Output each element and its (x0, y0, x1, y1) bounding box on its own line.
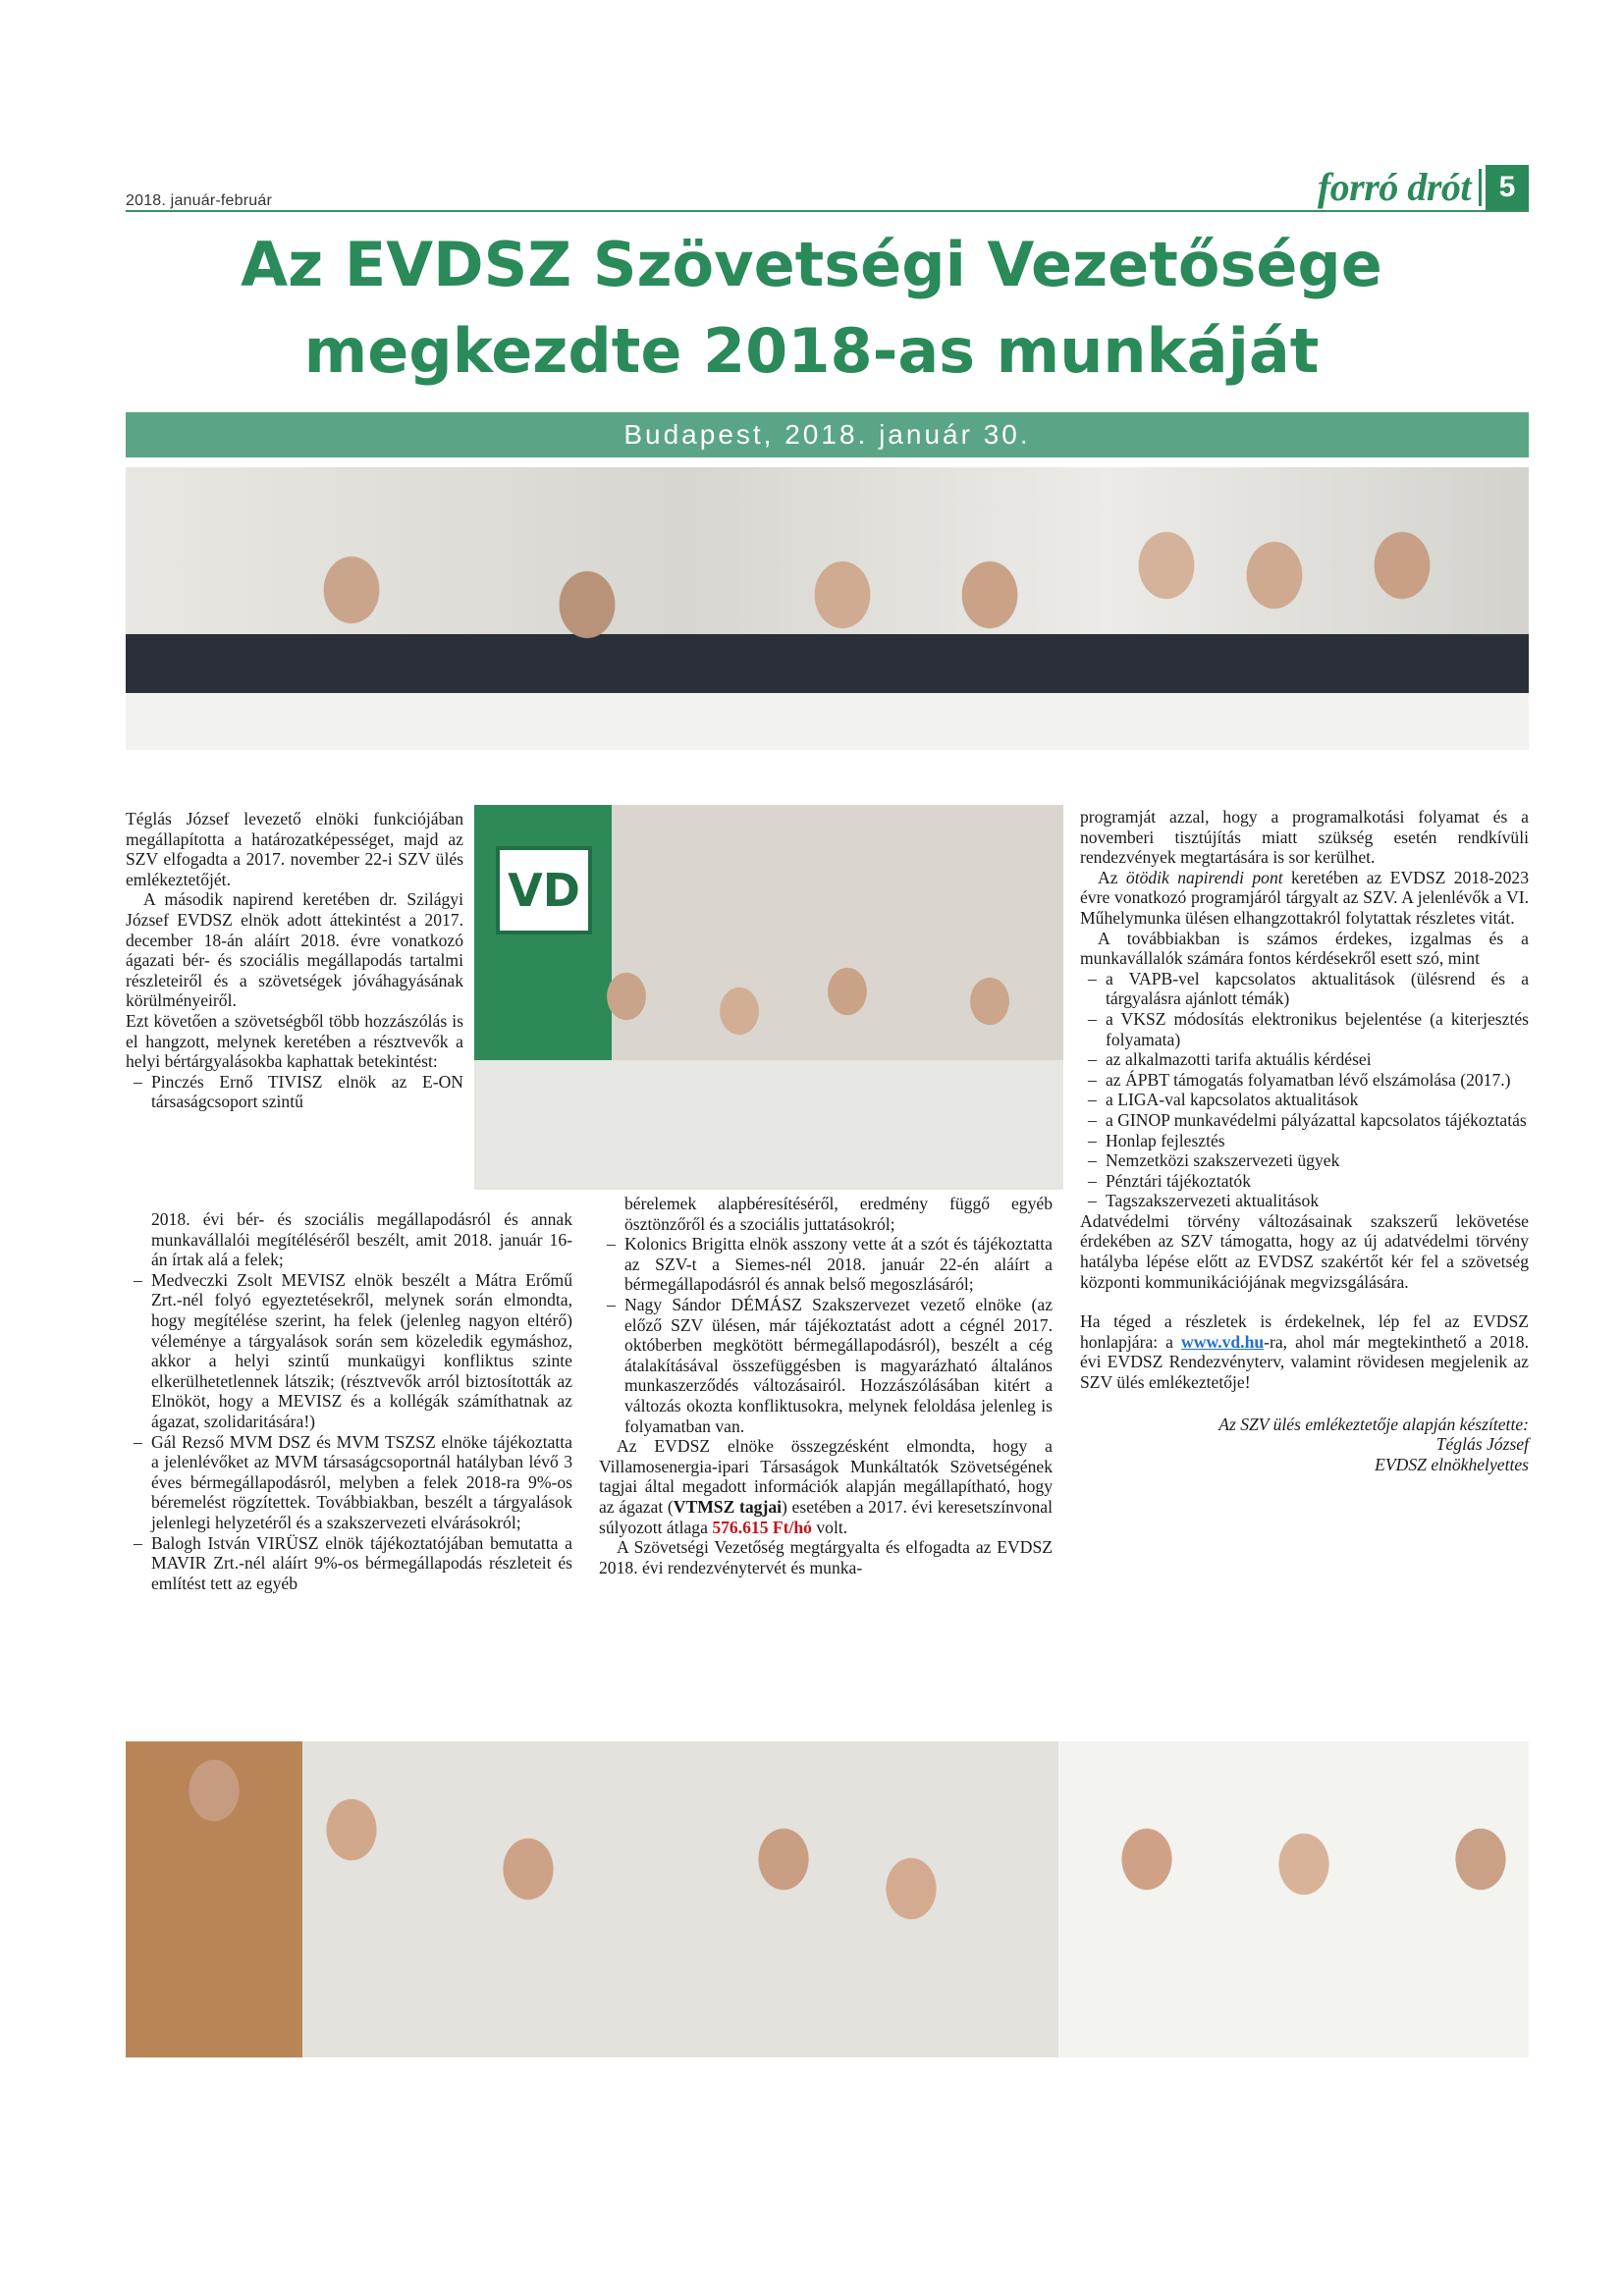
meeting-photo-middle (474, 805, 1063, 1190)
website-paragraph (1080, 1311, 1529, 1392)
list-item: – Pinczés Ernő TIVISZ elnök az E-ON társaságcsoport szintű (126, 1072, 463, 1112)
text: Az (1098, 867, 1126, 887)
paragraph: A második napirend keretében dr. Szilágyi József EVDSZ elnök adott áttekintést a 2017. december 18-án aláírt 2018. évre vonatkozó ágazati bér- és szociális megállapodás tartalmi részleteiről és a szövetségek jóváhagyásának körülményeiről. (126, 889, 463, 1011)
list-item-continued: bérelemek alapbéresítéséről, eredmény függő egyéb ösztönzőről és a szociális juttatásokról; (624, 1194, 1053, 1234)
column-2 (599, 1194, 1053, 1577)
paragraph: A Szövetségi Vezetőség megtárgyalta és elfogadta az EVDSZ 2018. évi rendezvénytervét és munka- (599, 1537, 1053, 1577)
topic-item: – a VKSZ módosítás elektronikus bejelentése (a kiterjesztés folyamata) (1080, 1009, 1529, 1049)
column-1-bottom (126, 1209, 572, 1593)
topic-item: – a LIGA-val kapcsolatos aktualitások (1080, 1090, 1529, 1110)
topics-list (1080, 969, 1529, 1211)
dateline-banner: Budapest, 2018. január 30. (126, 412, 1529, 457)
summary-paragraph (599, 1436, 1053, 1537)
report-list (126, 1072, 463, 1112)
summary-text: ) esetében a 2017. évi keresetszínvonal súlyozott átlaga (599, 1496, 1053, 1537)
summary-text: Az EVDSZ elnöke összegzésként elmondta, hogy a Villamosenergia-ipari Társaságok Munkáltatók Szövetségének tagjai által megadott információk alapján megállapítható, hogy az ágazat ( (599, 1436, 1053, 1517)
masthead-separator (1479, 169, 1482, 206)
website-link[interactable]: www.vd.hu (1181, 1331, 1265, 1352)
spacer (1080, 1292, 1529, 1311)
signature-block (1080, 1415, 1529, 1475)
masthead (1310, 165, 1529, 210)
paragraph: A továbbiakban is számos érdekes, izgalmas és a munkavállalók számára fontos kérdésekről esett szó, mint (1080, 928, 1529, 969)
list-item: – Balogh István VIRÜSZ elnök tájékoztatójában bemutatta a MAVIR Zrt.-nél aláírt 9%-os bérmegállapodás részleteit és említést tett az egyéb (126, 1533, 572, 1594)
issue-date: 2018. január-február (126, 192, 272, 209)
text: keretében az EVDSZ 2018-2023 évre vonatkozó programjáról tárgyalt az SZV. A jelenlévők a VI. Műhelymunka ülésen elhangzottakról folytattak részletes vitát. (1080, 867, 1529, 928)
topic-item: – Pénztári tájékoztatók (1080, 1171, 1529, 1192)
topic-item: – a GINOP munkavédelmi pályázattal kapcsolatos tájékoztatás (1080, 1110, 1529, 1131)
list-item: – Medveczki Zsolt MEVISZ elnök beszélt a Mátra Erőmű Zrt.-nél folyó egyeztetésekről, melynek során elmondta, hogy megítélése szerint, ha felek (jelenleg nagyon eltérő) véleménye a tárgyalások során sem közeledik egymáshoz, akkor a helyi szintű munkaügyi konfliktus szinte elkerülhetetlennek látszik; (résztvevők arról biztosították az Elnököt, hogy a MEVISZ és a kollégák számíthatnak az ágazat, szolidaritására!) (126, 1270, 572, 1432)
summary-text: volt. (811, 1517, 848, 1537)
paragraph: Ezt követően a szövetségből több hozzászólás is el hangzott, melynek keretében a résztvevők a helyi bértárgyalásokba kaphattak betekintést: (126, 1010, 463, 1072)
page-number: 5 (1486, 165, 1529, 210)
topic-item: – az ÁPBT támogatás folyamatban lévő elszámolása (2017.) (1080, 1070, 1529, 1091)
topic-item: – Nemzetközi szakszervezeti ügyek (1080, 1150, 1529, 1171)
column-3 (1080, 807, 1529, 1474)
summary-bold: VTMSZ tagjai (673, 1496, 783, 1517)
title-line-1: Az EVDSZ Szövetségi Vezetősége (241, 229, 1382, 300)
title-line-2: megkezdte 2018-as munkáját (303, 315, 1320, 387)
list-item-continued (126, 1209, 572, 1270)
list-item: – Nagy Sándor DÉMÁSZ Szakszervezet vezető elnöke (az előző SZV ülésen, már tájékoztatást adott a cégnél 2017. októberben megkötött bérmegállapodásról), beszélt a cég átalakításával összefüggésben is magyarázható általános munkaszerződés változásairól. Hozzászólásában kitért a változás okozta konfliktusokra, melynek feloldása jelenleg is folyamatban van. (599, 1295, 1053, 1436)
list-item: – Kolonics Brigitta elnök asszony vette át a szót és tájékoztatta az SZV-t a Siemes-nél 2018. január 22-én aláírt a bérmegállapodásról és annak belső megoszlásáról; (599, 1234, 1053, 1295)
meeting-photo-top (126, 467, 1529, 750)
vd-logo: VD (496, 846, 592, 934)
header-rule (126, 210, 1529, 212)
topic-item: – az alkalmazotti tarifa aktuális kérdései (1080, 1049, 1529, 1070)
signature-name: Téglás József (1435, 1434, 1529, 1455)
paragraph (1080, 868, 1529, 929)
signature-credit: Az SZV ülés emlékeztetője alapján készítette: (1218, 1414, 1529, 1434)
list-item-text: 2018. évi bér- és szociális megállapodásról és annak munkavállalói megítéléséről beszélt, amit 2018. január 16-án írtak alá a felek; (151, 1209, 572, 1270)
topic-item: – Tagszakszervezeti aktualitások (1080, 1191, 1529, 1211)
column-1-top (126, 809, 463, 1112)
list-item: – Gál Rezső MVM DSZ és MVM TSZSZ elnöke tájékoztatta a jelenlévőket az MVM társaságcsoportnál hatályban lévő 3 éves bérmegállapodásról, melyben a felek 2018-ra 9%-os béremelést rögzítettek. Továbbiakban, beszélt a tárgyalások jelenlegi helyzetéről és a szakszervezeti elvárásokról; (126, 1432, 572, 1533)
masthead-title: forró drót (1317, 165, 1471, 209)
salary-amount: 576.615 Ft/hó (712, 1517, 812, 1537)
report-list (599, 1194, 1053, 1436)
meeting-photo-bottom (126, 1741, 1529, 2057)
report-list (126, 1209, 572, 1593)
topic-item: – Honlap fejlesztés (1080, 1131, 1529, 1151)
article-title (98, 222, 1525, 395)
paragraph: Adatvédelmi törvény változásainak szakszerű lekövetése érdekében az SZV támogatta, hogy az új adatvédelmi törvény hatályba lépése előtt az EVDSZ szakértőt kér fel a szövetség központi kommunikációjának megvizsgálására. (1080, 1210, 1529, 1292)
signature-title: EVDSZ elnökhelyettes (1375, 1454, 1529, 1474)
text: -ra, ahol már megtekinthető a 2018. évi EVDSZ Rendezvényterv, valamint rövidesen megjelenik az SZV ülés emlékeztetője! (1080, 1331, 1529, 1393)
paragraph: programját azzal, hogy a programalkotási folyamat és a novemberi tisztújítás miatt szükség esetén rendkívüli rendezvények megtartására is sor kerülhet. (1080, 807, 1529, 868)
emphasis: ötödik napirendi pont (1125, 867, 1283, 887)
text: Ha téged a részletek is érdekelnek, lép fel az EVDSZ honlapjára: a (1080, 1311, 1529, 1352)
topic-item: – a VAPB-vel kapcsolatos aktualitások (ülésrend és a tárgyalásra ajánlott témák) (1080, 969, 1529, 1009)
paragraph: Téglás József levezető elnöki funkciójában megállapította a határozatképességet, majd az SZV elfogadta a 2017. november 22-i SZV ülés emlékeztetőjét. (126, 809, 463, 889)
